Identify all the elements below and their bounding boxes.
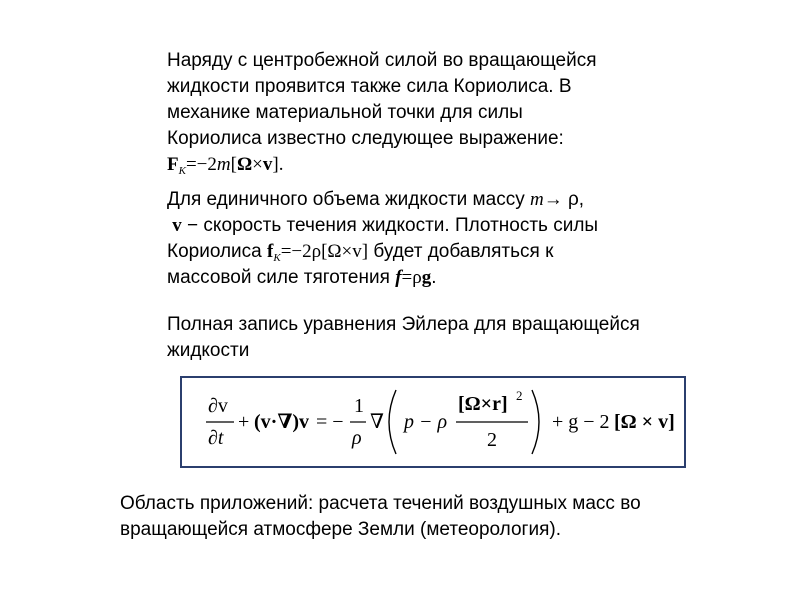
- eq-convective-term: (v·∇)v: [254, 411, 310, 433]
- eq-numerator-dv: ∂v: [208, 395, 228, 417]
- text-line: Наряду с центробежной силой во вращающейся: [167, 50, 597, 71]
- formula-equals: =−2: [185, 154, 217, 175]
- unit-volume-paragraph: [167, 187, 727, 291]
- text-segment: массовой силе тяготения: [167, 267, 396, 288]
- formula-velocity: v: [262, 154, 273, 175]
- euler-equation-box: [180, 376, 686, 468]
- formula-f-symbol: F: [167, 154, 179, 175]
- text-line: Область приложений: расчета течений воздушных масс во: [120, 493, 641, 514]
- text-segment: Для единичного объема жидкости массу: [167, 189, 530, 210]
- text-line: Кориолиса известно следующее выражение:: [167, 128, 564, 149]
- text-line: механике материальной точки для силы: [167, 102, 523, 123]
- gravity-force-symbol: f: [395, 267, 402, 288]
- rho-symbol: ρ,: [562, 189, 585, 210]
- eq-square: 2: [516, 388, 523, 403]
- arrow-symbol: →: [543, 189, 563, 210]
- text-segment: будет добавляться к: [368, 241, 554, 262]
- mass-symbol: m: [529, 189, 544, 210]
- eq-pressure-term: p − ρ: [404, 411, 448, 433]
- text-line: Полная запись уравнения Эйлера для вращающейся: [167, 314, 640, 335]
- velocity-symbol: v: [172, 215, 182, 236]
- right-paren: [532, 390, 539, 454]
- eq-coriolis-term: [Ω × v]: [614, 411, 675, 433]
- nabla-symbol: ∇: [370, 411, 384, 433]
- coriolis-density-formula: =−2ρ[Ω×v]: [280, 241, 369, 262]
- eq-denominator-dt: ∂t: [208, 427, 224, 449]
- applications-paragraph: [120, 491, 770, 543]
- force-density-symbol: f: [267, 241, 274, 262]
- text-line: [167, 213, 727, 239]
- formula-mass: m: [216, 154, 231, 175]
- gravity-symbol: g: [421, 267, 432, 288]
- formula-equals: =ρ: [401, 267, 422, 288]
- eq-rho: ρ: [352, 427, 362, 449]
- eq-omega-r: [Ω×r]: [458, 393, 508, 415]
- formula-bracket: ].: [272, 154, 284, 175]
- left-paren: [389, 390, 396, 454]
- formula-subscript: K: [273, 252, 281, 264]
- euler-intro-paragraph: [167, 312, 747, 364]
- text-segment: .: [431, 267, 437, 288]
- text-line: жидкости: [167, 340, 250, 361]
- eq-equals-minus: = −: [316, 411, 344, 433]
- formula-bracket: [: [230, 154, 237, 175]
- formula-omega: Ω: [236, 154, 253, 175]
- text-segment: Кориолиса: [167, 241, 268, 262]
- eq-plus: +: [238, 411, 250, 433]
- euler-equation: [182, 378, 684, 466]
- text-line: [167, 265, 727, 291]
- eq-one: 1: [354, 395, 364, 417]
- coriolis-intro-paragraph: [167, 48, 727, 178]
- formula-times: ×: [252, 154, 263, 175]
- coriolis-force-formula: [167, 152, 727, 178]
- formula-subscript: K: [178, 165, 186, 177]
- eq-gravity-term: + g − 2: [552, 411, 610, 433]
- text-line: [167, 239, 727, 265]
- text-line: вращающейся атмосфере Земли (метеорология).: [120, 519, 561, 540]
- eq-two: 2: [487, 429, 497, 451]
- text-line: жидкости проявится также сила Кориолиса. В: [167, 76, 572, 97]
- text-segment: − скорость течения жидкости. Плотность силы: [181, 215, 599, 236]
- text-line: [167, 187, 727, 213]
